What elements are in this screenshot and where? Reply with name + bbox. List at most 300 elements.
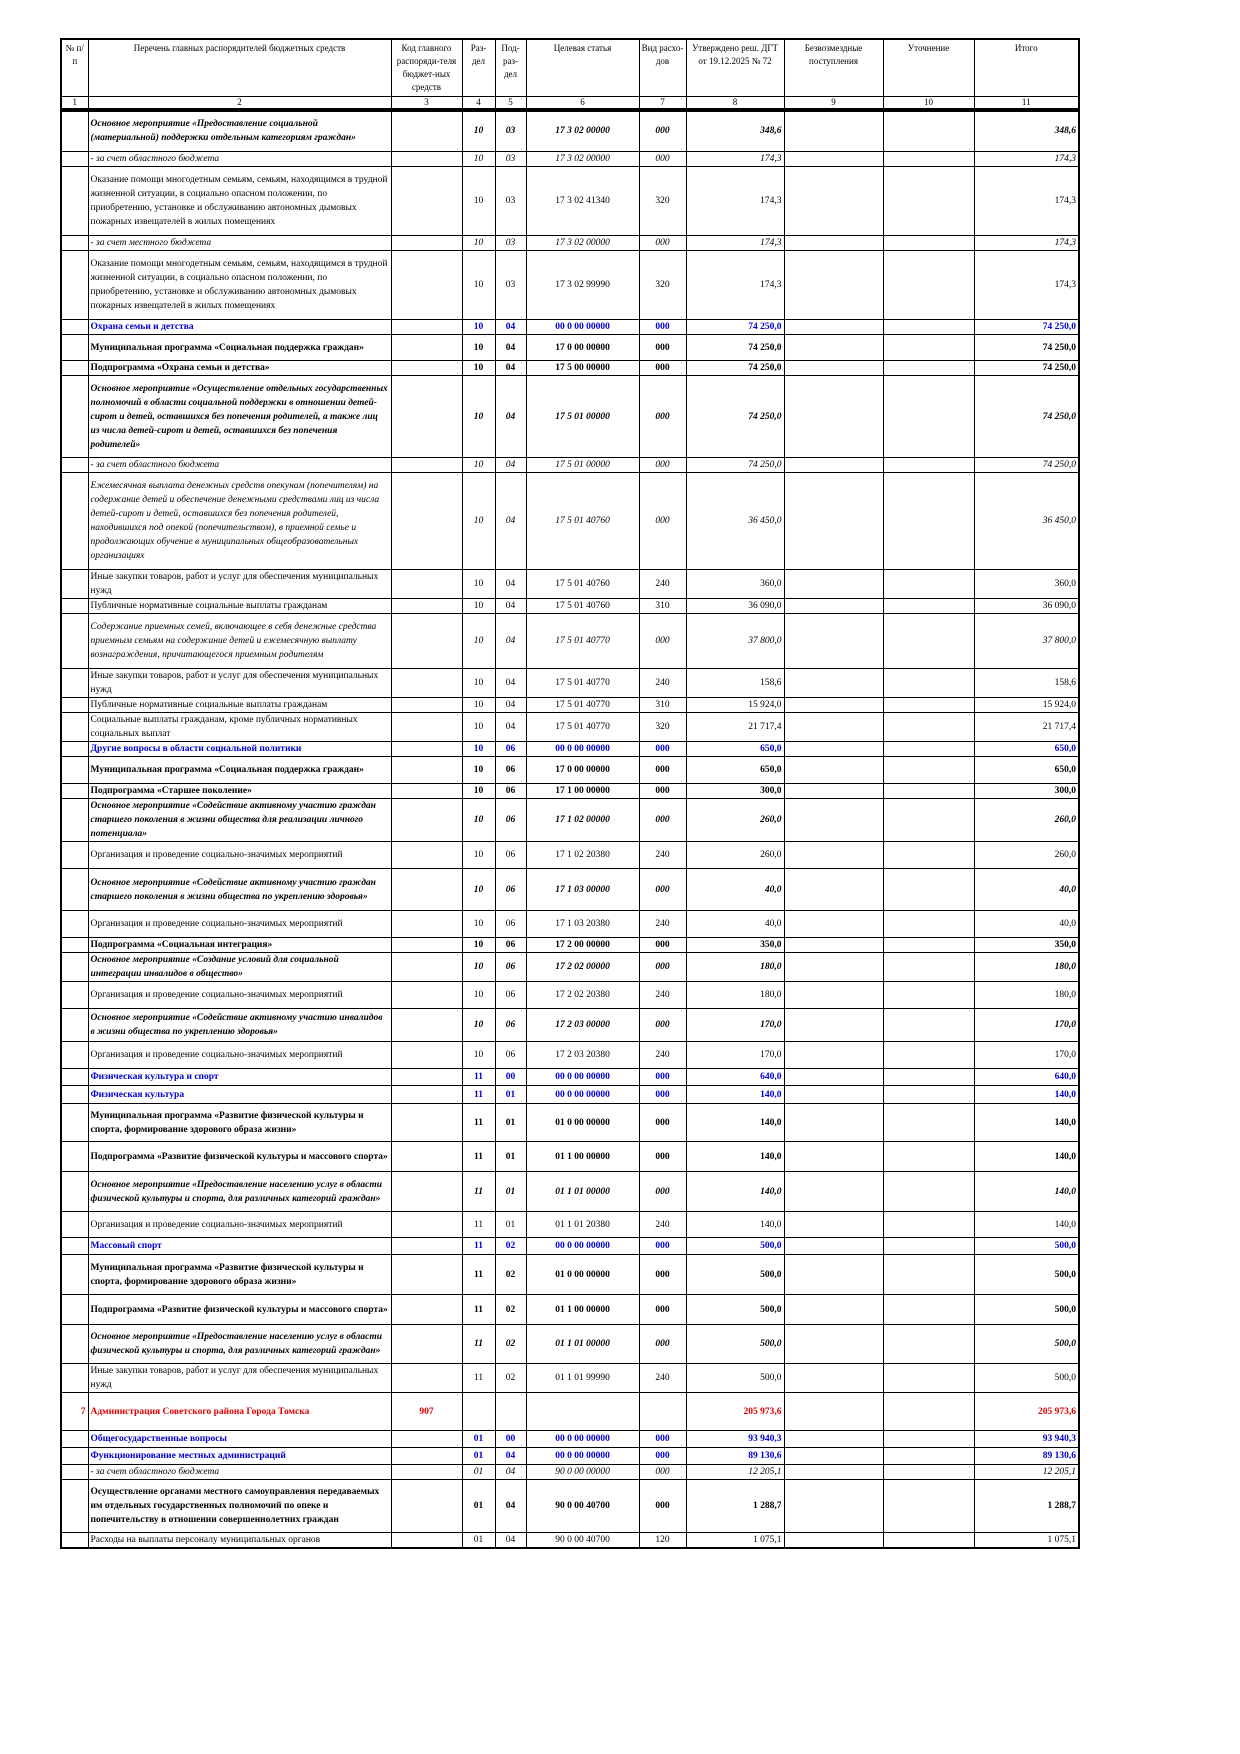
- row-name: Подпрограмма «Развитие физической культуры и массового спорта»: [88, 1142, 391, 1172]
- row-approved: 140,0: [686, 1212, 784, 1238]
- row-target-article: 01 1 00 00000: [526, 1295, 639, 1325]
- row-total: 40,0: [974, 911, 1079, 938]
- row-approved: 205 973,6: [686, 1393, 784, 1431]
- row-expense-type: 000: [639, 320, 686, 335]
- row-approved: 74 250,0: [686, 335, 784, 361]
- row-target-article: 17 5 01 40770: [526, 614, 639, 669]
- row-approved: 74 250,0: [686, 320, 784, 335]
- row-approved: 180,0: [686, 953, 784, 982]
- row-razdel: 10: [462, 953, 495, 982]
- row-approved: 500,0: [686, 1255, 784, 1295]
- row-total: 37 800,0: [974, 614, 1079, 669]
- row-expense-type: 240: [639, 570, 686, 599]
- table-row: [61, 1533, 1079, 1549]
- row-adjustment: [883, 1086, 974, 1104]
- row-name: - за счет областного бюджета: [88, 152, 391, 167]
- row-number: [61, 236, 88, 251]
- row-target-article: 00 0 00 00000: [526, 1238, 639, 1255]
- row-grants: [784, 1086, 883, 1104]
- row-target-article: 17 5 01 00000: [526, 458, 639, 473]
- row-name: Организация и проведение социально-значимых мероприятий: [88, 982, 391, 1009]
- row-razdel: 10: [462, 320, 495, 335]
- row-razdel: 10: [462, 982, 495, 1009]
- header-row: [61, 39, 1079, 96]
- row-grants: [784, 842, 883, 869]
- row-podrazdel: 01: [495, 1142, 526, 1172]
- row-number: [61, 1009, 88, 1042]
- row-podrazdel: 06: [495, 799, 526, 842]
- row-code: [391, 1255, 462, 1295]
- row-code: [391, 1172, 462, 1212]
- row-approved: 650,0: [686, 757, 784, 784]
- row-approved: 36 090,0: [686, 599, 784, 614]
- row-target-article: 90 0 00 00000: [526, 1465, 639, 1480]
- row-total: 1 075,1: [974, 1533, 1079, 1549]
- row-grants: [784, 1480, 883, 1533]
- row-adjustment: [883, 1533, 974, 1549]
- table-row: [61, 698, 1079, 713]
- row-adjustment: [883, 1142, 974, 1172]
- table-row: [61, 911, 1079, 938]
- row-target-article: 00 0 00 00000: [526, 1431, 639, 1448]
- row-adjustment: [883, 167, 974, 236]
- row-name: - за счет областного бюджета: [88, 1465, 391, 1480]
- row-name: Публичные нормативные социальные выплаты гражданам: [88, 698, 391, 713]
- row-razdel: 10: [462, 152, 495, 167]
- row-target-article: 17 5 01 40760: [526, 599, 639, 614]
- table-row: [61, 236, 1079, 251]
- row-target-article: 01 0 00 00000: [526, 1255, 639, 1295]
- row-grants: [784, 869, 883, 911]
- row-code: [391, 1325, 462, 1364]
- row-name: Основное мероприятие «Создание условий для социальной интеграции инвалидов в общество»: [88, 953, 391, 982]
- row-adjustment: [883, 376, 974, 458]
- row-grants: [784, 473, 883, 570]
- row-approved: 158,6: [686, 669, 784, 698]
- row-number: [61, 869, 88, 911]
- row-total: 205 973,6: [974, 1393, 1079, 1431]
- row-total: 36 090,0: [974, 599, 1079, 614]
- row-number: [61, 1086, 88, 1104]
- row-podrazdel: 04: [495, 361, 526, 376]
- row-target-article: 17 2 03 20380: [526, 1042, 639, 1069]
- row-name: Основное мероприятие «Содействие активному участию граждан старшего поколения в жизни общества для реализации личного потенциала»: [88, 799, 391, 842]
- row-grants: [784, 320, 883, 335]
- row-name: Администрация Советского района Города Томска: [88, 1393, 391, 1431]
- row-adjustment: [883, 1069, 974, 1086]
- row-number: [61, 152, 88, 167]
- row-podrazdel: 04: [495, 458, 526, 473]
- row-code: [391, 599, 462, 614]
- row-adjustment: [883, 1172, 974, 1212]
- table-row: [61, 1238, 1079, 1255]
- row-approved: 170,0: [686, 1042, 784, 1069]
- row-razdel: 10: [462, 842, 495, 869]
- row-total: 174,3: [974, 167, 1079, 236]
- table-row: [61, 1069, 1079, 1086]
- row-code: [391, 799, 462, 842]
- row-number: [61, 1295, 88, 1325]
- row-razdel: 11: [462, 1295, 495, 1325]
- table-row: [61, 784, 1079, 799]
- row-expense-type: 000: [639, 784, 686, 799]
- row-grants: [784, 110, 883, 152]
- row-razdel: 10: [462, 698, 495, 713]
- col-num: 8: [686, 96, 784, 110]
- row-razdel: [462, 1393, 495, 1431]
- table-row: [61, 938, 1079, 953]
- row-target-article: 01 1 01 00000: [526, 1172, 639, 1212]
- budget-table: [60, 38, 1080, 1549]
- row-razdel: 10: [462, 167, 495, 236]
- row-code: [391, 698, 462, 713]
- row-approved: 300,0: [686, 784, 784, 799]
- row-number: [61, 570, 88, 599]
- row-adjustment: [883, 1295, 974, 1325]
- row-number: [61, 614, 88, 669]
- row-razdel: 11: [462, 1069, 495, 1086]
- row-adjustment: [883, 599, 974, 614]
- table-row: [61, 152, 1079, 167]
- row-podrazdel: 04: [495, 713, 526, 742]
- row-podrazdel: 03: [495, 167, 526, 236]
- row-adjustment: [883, 842, 974, 869]
- row-expense-type: 240: [639, 842, 686, 869]
- row-total: 650,0: [974, 742, 1079, 757]
- row-expense-type: 310: [639, 698, 686, 713]
- table-row: [61, 614, 1079, 669]
- row-adjustment: [883, 911, 974, 938]
- row-code: [391, 757, 462, 784]
- row-razdel: 11: [462, 1212, 495, 1238]
- row-podrazdel: 02: [495, 1238, 526, 1255]
- row-target-article: 17 3 02 00000: [526, 236, 639, 251]
- row-total: 36 450,0: [974, 473, 1079, 570]
- row-target-article: 00 0 00 00000: [526, 320, 639, 335]
- table-row: [61, 713, 1079, 742]
- row-name: Организация и проведение социально-значимых мероприятий: [88, 1042, 391, 1069]
- row-podrazdel: 04: [495, 376, 526, 458]
- row-grants: [784, 570, 883, 599]
- row-grants: [784, 1238, 883, 1255]
- row-podrazdel: 04: [495, 320, 526, 335]
- table-row: [61, 251, 1079, 320]
- table-row: [61, 1295, 1079, 1325]
- row-target-article: 17 5 01 40760: [526, 570, 639, 599]
- row-target-article: 01 1 01 20380: [526, 1212, 639, 1238]
- row-name: Охрана семьи и детства: [88, 320, 391, 335]
- col-num: 10: [883, 96, 974, 110]
- row-approved: 36 450,0: [686, 473, 784, 570]
- row-podrazdel: 03: [495, 236, 526, 251]
- row-approved: 360,0: [686, 570, 784, 599]
- table-row: [61, 110, 1079, 152]
- table-row: [61, 599, 1079, 614]
- table-row: [61, 1431, 1079, 1448]
- row-expense-type: 000: [639, 1255, 686, 1295]
- row-name: Иные закупки товаров, работ и услуг для обеспечения муниципальных нужд: [88, 669, 391, 698]
- row-grants: [784, 953, 883, 982]
- column-number-row: [61, 96, 1079, 110]
- row-podrazdel: 06: [495, 1009, 526, 1042]
- row-code: [391, 938, 462, 953]
- row-target-article: 17 5 01 40770: [526, 669, 639, 698]
- row-adjustment: [883, 570, 974, 599]
- row-number: [61, 458, 88, 473]
- row-code: [391, 982, 462, 1009]
- row-name: Физическая культура: [88, 1086, 391, 1104]
- row-expense-type: 000: [639, 1142, 686, 1172]
- col-header-name: Перечень главных распорядителей бюджетных средств: [88, 39, 391, 96]
- row-approved: 500,0: [686, 1364, 784, 1393]
- row-adjustment: [883, 1009, 974, 1042]
- row-podrazdel: 06: [495, 953, 526, 982]
- row-podrazdel: 01: [495, 1104, 526, 1142]
- row-adjustment: [883, 713, 974, 742]
- row-name: Массовый спорт: [88, 1238, 391, 1255]
- row-number: [61, 698, 88, 713]
- row-adjustment: [883, 982, 974, 1009]
- row-expense-type: 000: [639, 742, 686, 757]
- row-grants: [784, 167, 883, 236]
- table-row: [61, 458, 1079, 473]
- row-adjustment: [883, 1393, 974, 1431]
- row-number: [61, 1238, 88, 1255]
- row-adjustment: [883, 869, 974, 911]
- row-target-article: 17 1 02 20380: [526, 842, 639, 869]
- row-razdel: 11: [462, 1238, 495, 1255]
- row-expense-type: 000: [639, 458, 686, 473]
- row-expense-type: 000: [639, 799, 686, 842]
- row-podrazdel: 01: [495, 1172, 526, 1212]
- col-num: 1: [61, 96, 88, 110]
- table-row: [61, 376, 1079, 458]
- row-grants: [784, 1172, 883, 1212]
- row-approved: 21 717,4: [686, 713, 784, 742]
- row-total: 170,0: [974, 1009, 1079, 1042]
- row-expense-type: 000: [639, 1465, 686, 1480]
- row-total: 74 250,0: [974, 458, 1079, 473]
- row-name: Организация и проведение социально-значимых мероприятий: [88, 842, 391, 869]
- row-total: 140,0: [974, 1142, 1079, 1172]
- row-name: Муниципальная программа «Социальная поддержка граждан»: [88, 757, 391, 784]
- row-number: [61, 320, 88, 335]
- row-approved: 174,3: [686, 152, 784, 167]
- row-grants: [784, 251, 883, 320]
- row-razdel: 10: [462, 110, 495, 152]
- row-podrazdel: 06: [495, 869, 526, 911]
- row-grants: [784, 1069, 883, 1086]
- row-code: [391, 320, 462, 335]
- row-expense-type: 000: [639, 1086, 686, 1104]
- row-adjustment: [883, 669, 974, 698]
- row-number: [61, 1465, 88, 1480]
- row-adjustment: [883, 251, 974, 320]
- row-grants: [784, 335, 883, 361]
- row-podrazdel: 06: [495, 1042, 526, 1069]
- row-number: [61, 799, 88, 842]
- row-expense-type: 000: [639, 236, 686, 251]
- row-total: 140,0: [974, 1212, 1079, 1238]
- row-adjustment: [883, 1104, 974, 1142]
- row-grants: [784, 1448, 883, 1465]
- row-expense-type: 000: [639, 1172, 686, 1212]
- row-podrazdel: 03: [495, 152, 526, 167]
- row-razdel: 10: [462, 784, 495, 799]
- row-grants: [784, 152, 883, 167]
- row-adjustment: [883, 698, 974, 713]
- row-name: Физическая культура и спорт: [88, 1069, 391, 1086]
- row-target-article: 17 5 01 40760: [526, 473, 639, 570]
- row-name: - за счет областного бюджета: [88, 458, 391, 473]
- table-row: [61, 1393, 1079, 1431]
- col-header-total: Итого: [974, 39, 1079, 96]
- col-header-expense-type: Вид расхо-дов: [639, 39, 686, 96]
- row-number: [61, 669, 88, 698]
- col-num: 6: [526, 96, 639, 110]
- row-code: [391, 1069, 462, 1086]
- row-approved: 1 288,7: [686, 1480, 784, 1533]
- table-row: [61, 799, 1079, 842]
- table-row: [61, 1480, 1079, 1533]
- row-razdel: 11: [462, 1255, 495, 1295]
- row-approved: 180,0: [686, 982, 784, 1009]
- row-razdel: 10: [462, 911, 495, 938]
- row-code: [391, 1212, 462, 1238]
- row-name: Муниципальная программа «Развитие физической культуры и спорта, формирование здорового образа жизни»: [88, 1255, 391, 1295]
- row-target-article: 01 1 01 99990: [526, 1364, 639, 1393]
- row-grants: [784, 982, 883, 1009]
- row-razdel: 10: [462, 742, 495, 757]
- col-num: 3: [391, 96, 462, 110]
- row-number: [61, 1104, 88, 1142]
- row-razdel: 01: [462, 1431, 495, 1448]
- row-razdel: 10: [462, 473, 495, 570]
- row-grants: [784, 938, 883, 953]
- row-total: 500,0: [974, 1364, 1079, 1393]
- row-number: [61, 335, 88, 361]
- row-razdel: 11: [462, 1172, 495, 1212]
- row-grants: [784, 911, 883, 938]
- row-approved: 74 250,0: [686, 458, 784, 473]
- row-podrazdel: 01: [495, 1086, 526, 1104]
- row-grants: [784, 376, 883, 458]
- row-adjustment: [883, 473, 974, 570]
- row-code: [391, 911, 462, 938]
- row-number: [61, 1448, 88, 1465]
- row-target-article: 17 5 01 40770: [526, 698, 639, 713]
- row-name: Подпрограмма «Социальная интеграция»: [88, 938, 391, 953]
- row-number: [61, 784, 88, 799]
- row-name: Организация и проведение социально-значимых мероприятий: [88, 911, 391, 938]
- table-row: [61, 1448, 1079, 1465]
- row-approved: 140,0: [686, 1104, 784, 1142]
- row-podrazdel: 04: [495, 1465, 526, 1480]
- row-podrazdel: 06: [495, 757, 526, 784]
- row-code: [391, 784, 462, 799]
- row-expense-type: 000: [639, 1295, 686, 1325]
- row-podrazdel: 03: [495, 251, 526, 320]
- table-row: [61, 1255, 1079, 1295]
- table-row: [61, 320, 1079, 335]
- row-razdel: 10: [462, 376, 495, 458]
- row-podrazdel: 04: [495, 335, 526, 361]
- row-podrazdel: 06: [495, 784, 526, 799]
- row-expense-type: 000: [639, 953, 686, 982]
- row-name: Общегосударственные вопросы: [88, 1431, 391, 1448]
- row-code: [391, 236, 462, 251]
- row-code: [391, 1448, 462, 1465]
- row-number: [61, 1533, 88, 1549]
- row-name: Функционирование местных администраций: [88, 1448, 391, 1465]
- row-adjustment: [883, 1448, 974, 1465]
- row-code: [391, 376, 462, 458]
- row-grants: [784, 1212, 883, 1238]
- row-podrazdel: [495, 1393, 526, 1431]
- row-number: [61, 251, 88, 320]
- row-number: [61, 842, 88, 869]
- row-expense-type: 000: [639, 110, 686, 152]
- row-razdel: 01: [462, 1448, 495, 1465]
- row-name: Основное мероприятие «Предоставление населению услуг в области физической культуры и спорта, для различных категорий граждан»: [88, 1325, 391, 1364]
- row-code: [391, 1086, 462, 1104]
- row-razdel: 10: [462, 335, 495, 361]
- row-grants: [784, 1042, 883, 1069]
- table-row: [61, 669, 1079, 698]
- col-header-grants: Безвозмездные поступления: [784, 39, 883, 96]
- row-adjustment: [883, 458, 974, 473]
- row-approved: 89 130,6: [686, 1448, 784, 1465]
- row-razdel: 10: [462, 570, 495, 599]
- table-row: [61, 1042, 1079, 1069]
- row-razdel: 11: [462, 1142, 495, 1172]
- row-target-article: 17 0 00 00000: [526, 335, 639, 361]
- row-expense-type: 000: [639, 1325, 686, 1364]
- table-row: [61, 167, 1079, 236]
- table-row: [61, 869, 1079, 911]
- row-target-article: 00 0 00 00000: [526, 742, 639, 757]
- row-expense-type: 320: [639, 251, 686, 320]
- row-number: [61, 742, 88, 757]
- row-adjustment: [883, 614, 974, 669]
- row-name: Муниципальная программа «Социальная поддержка граждан»: [88, 335, 391, 361]
- row-code: [391, 1364, 462, 1393]
- row-expense-type: 000: [639, 361, 686, 376]
- row-code: [391, 1295, 462, 1325]
- row-approved: 350,0: [686, 938, 784, 953]
- row-target-article: 17 5 00 00000: [526, 361, 639, 376]
- row-name: Оказание помощи многодетным семьям, семьям, находящимся в трудной жизненной ситуации, в социально опасном положении, по приобретению, установке и обслуживанию автономных дымовых пожарных извещателей в жилых помещениях: [88, 167, 391, 236]
- row-code: [391, 1431, 462, 1448]
- row-podrazdel: 06: [495, 842, 526, 869]
- row-code: [391, 842, 462, 869]
- row-adjustment: [883, 1480, 974, 1533]
- row-total: 40,0: [974, 869, 1079, 911]
- row-number: [61, 982, 88, 1009]
- row-adjustment: [883, 236, 974, 251]
- row-name: Осуществление органами местного самоуправления передаваемых им отдельных государственных полномочий по опеке и попечительству в отношении совершеннолетних граждан: [88, 1480, 391, 1533]
- row-podrazdel: 04: [495, 669, 526, 698]
- row-total: 1 288,7: [974, 1480, 1079, 1533]
- row-razdel: 10: [462, 799, 495, 842]
- table-row: [61, 742, 1079, 757]
- row-target-article: 17 5 01 40770: [526, 713, 639, 742]
- row-razdel: 10: [462, 713, 495, 742]
- row-name: Другие вопросы в области социальной политики: [88, 742, 391, 757]
- row-target-article: [526, 1393, 639, 1431]
- row-number: [61, 1255, 88, 1295]
- row-approved: 640,0: [686, 1069, 784, 1086]
